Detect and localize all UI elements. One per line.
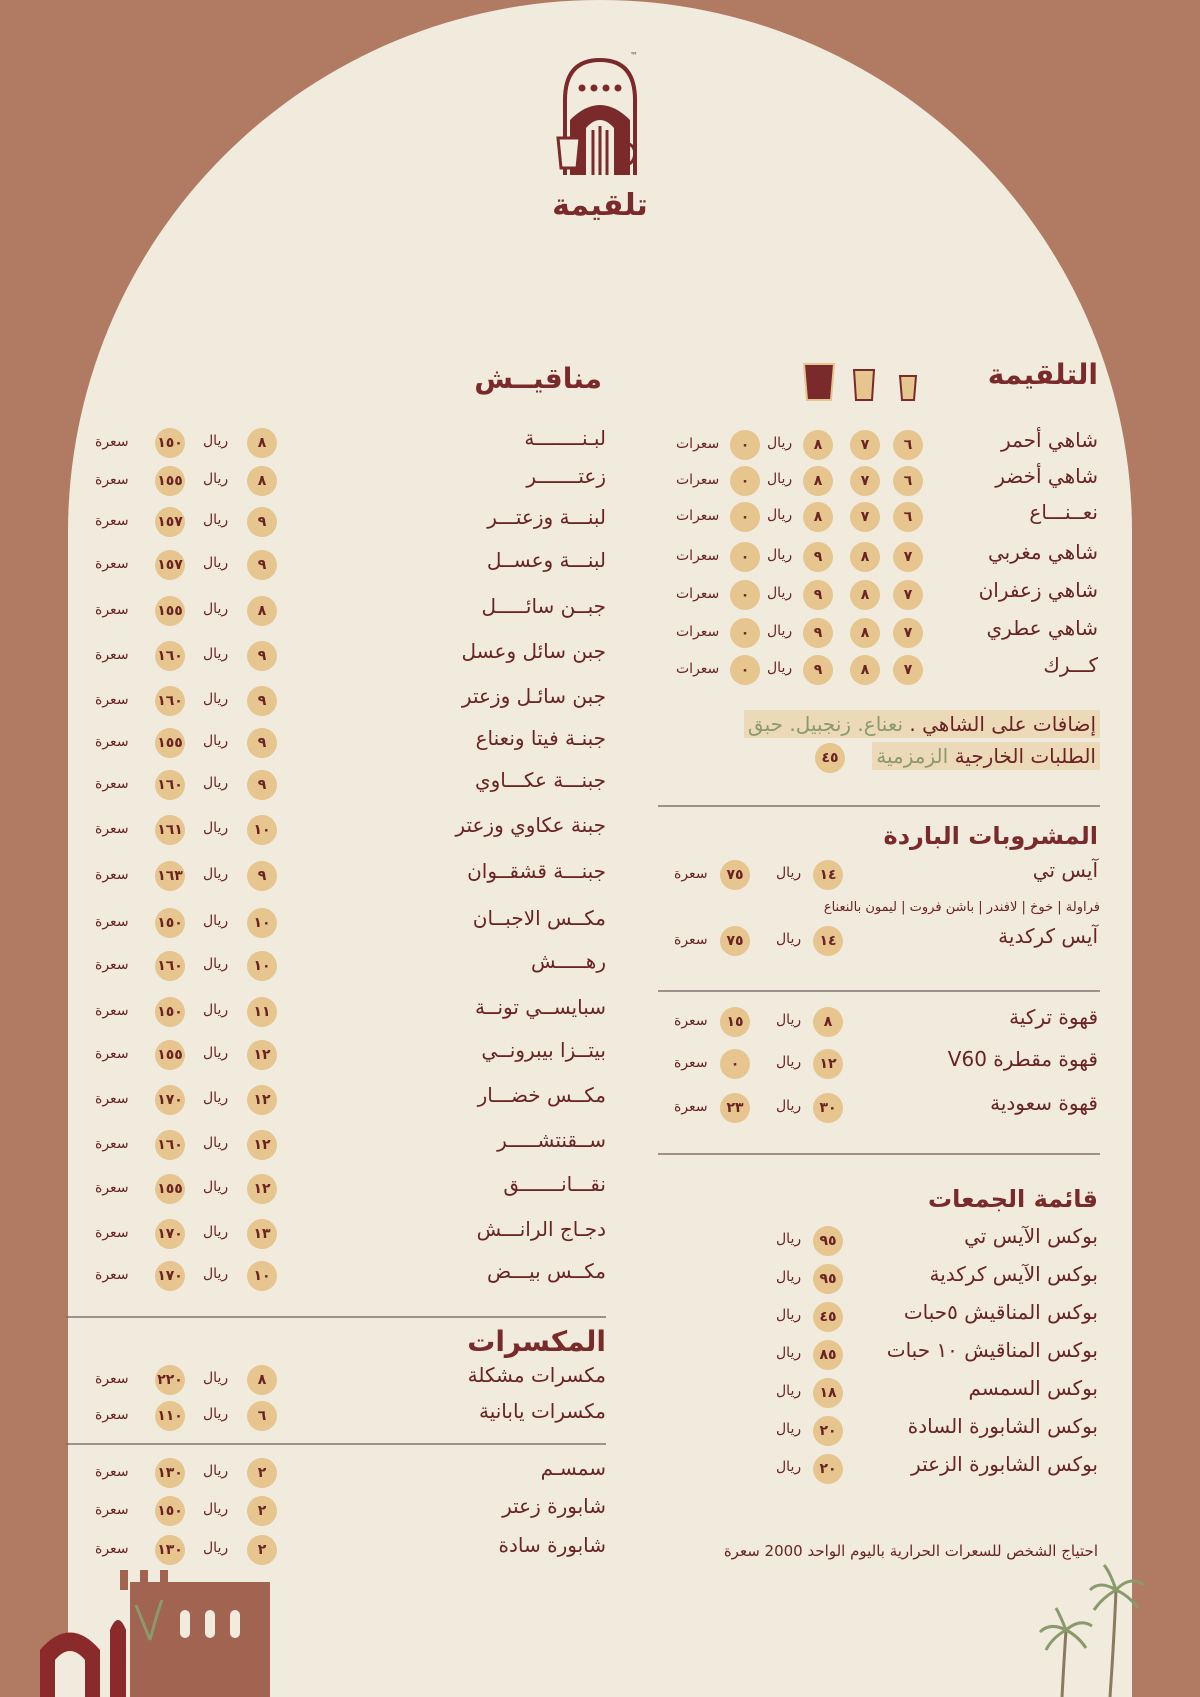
currency-label: ريال: [776, 865, 802, 881]
currency-label: ريال: [203, 1540, 229, 1556]
price-badge: ١٣: [247, 1219, 277, 1249]
menu-item-name: شاهي زعفران: [978, 578, 1098, 602]
price-badge: ٨: [247, 466, 277, 496]
calories-unit: سعرة: [95, 1136, 129, 1152]
menu-item-name: مكسرات مشكلة: [467, 1363, 606, 1387]
menu-item-name: جبــن سائـــــل: [481, 594, 606, 618]
calories-badge: ١٥٠: [155, 1496, 185, 1526]
menu-item-name: شاهي عطري: [986, 616, 1098, 640]
calories-badge: ٠: [730, 542, 760, 572]
trademark-text: ™: [630, 51, 638, 60]
calories-badge: ١٦٠: [155, 686, 185, 716]
calories-unit: سعرات: [676, 661, 720, 677]
price-medium: ٨: [850, 580, 880, 610]
price-badge: ١٤: [813, 926, 843, 956]
currency-label: ريال: [203, 1501, 229, 1517]
price-large: ٨: [803, 466, 833, 496]
calories-unit: سعرة: [674, 1055, 708, 1071]
menu-item-name: جبن سائل وعسل: [461, 639, 606, 663]
calories-badge: ١٥٧: [155, 507, 185, 537]
calories-unit: سعرة: [95, 1267, 129, 1283]
price-small: ٧: [893, 655, 923, 685]
calories-unit: سعرة: [95, 513, 129, 529]
price-badge: ١٢: [813, 1049, 843, 1079]
door-teacup-icon: [550, 50, 650, 180]
currency-label: ريال: [776, 1307, 802, 1323]
calories-badge: ١٥٠: [155, 908, 185, 938]
menu-item-name: جبنـــة عكـــاوي: [474, 768, 606, 792]
calories-badge: ١٥٥: [155, 1040, 185, 1070]
calories-unit: سعرة: [95, 1502, 129, 1518]
calories-unit: سعرة: [95, 1225, 129, 1241]
menu-item-name: بوكس السمسم: [968, 1376, 1098, 1400]
nuts-section-title: المكسرات: [467, 1325, 606, 1358]
calories-unit: سعرات: [676, 586, 720, 602]
price-large: ٩: [803, 580, 833, 610]
menu-item-name: دجـاج الرانـــش: [476, 1217, 606, 1241]
tea-addons-values: نعناع. زنجبيل. حبق: [747, 712, 904, 736]
price-small: ٧: [893, 542, 923, 572]
currency-label: ريال: [767, 471, 793, 487]
brand-name: تلقيمة: [552, 188, 648, 223]
manakish-section-title: مناقيــش: [474, 362, 602, 395]
menu-item-name: بوكس الشابورة الزعتر: [911, 1452, 1098, 1476]
currency-label: ريال: [203, 913, 229, 929]
currency-label: ريال: [203, 1406, 229, 1422]
calories-badge: ١٥٥: [155, 466, 185, 496]
calories-badge: ١٥٥: [155, 1174, 185, 1204]
price-medium: ٧: [850, 430, 880, 460]
calories-unit: سعرة: [95, 472, 129, 488]
menu-item-name: شابورة زعتر: [502, 1494, 606, 1518]
currency-label: ريال: [203, 471, 229, 487]
currency-label: ريال: [203, 1002, 229, 1018]
divider: [658, 805, 1100, 807]
menu-item-name: نقـــانـــــــق: [503, 1172, 606, 1196]
calories-badge: ٠: [730, 466, 760, 496]
currency-label: ريال: [203, 775, 229, 791]
calories-unit: سعرة: [95, 734, 129, 750]
cold-section-title: المشروبات الباردة: [883, 822, 1098, 850]
calories-badge: ٠: [730, 502, 760, 532]
calories-unit: سعرة: [95, 867, 129, 883]
calories-badge: ١٦٠: [155, 641, 185, 671]
heritage-building-icon: [40, 1570, 270, 1697]
menu-item-name: بوكس الآيس كركدية: [929, 1262, 1098, 1286]
calories-badge: ٠: [720, 1049, 750, 1079]
price-badge: ٨٥: [813, 1340, 843, 1370]
calories-badge: ٧٥: [720, 860, 750, 890]
tea-addons-line: [744, 710, 1100, 738]
menu-item-name: جبنـة فيتا ونعناع: [475, 726, 606, 750]
price-badge: ٢٠: [813, 1416, 843, 1446]
calorie-note: احتياج الشخص للسعرات الحرارية باليوم الواحد 2000 سعرة: [723, 1542, 1098, 1560]
currency-label: ريال: [203, 512, 229, 528]
menu-item-name: سمسـم: [540, 1456, 606, 1480]
currency-label: ريال: [767, 435, 793, 451]
price-badge: ٤٥: [813, 1302, 843, 1332]
currency-label: ريال: [203, 956, 229, 972]
currency-label: ريال: [767, 660, 793, 676]
currency-label: ريال: [203, 1266, 229, 1282]
calories-badge: ٢٢٠: [155, 1365, 185, 1395]
price-badge: ١٢: [247, 1130, 277, 1160]
outside-orders-price: ٤٥: [815, 743, 845, 773]
brand-logo: [540, 50, 660, 230]
price-medium: ٧: [850, 466, 880, 496]
price-medium: ٨: [850, 542, 880, 572]
calories-badge: ٠: [730, 618, 760, 648]
menu-item-name: شاهي أخضر: [995, 464, 1098, 488]
calories-unit: سعرة: [95, 957, 129, 973]
currency-label: ريال: [767, 507, 793, 523]
price-badge: ٩: [247, 728, 277, 758]
outside-orders-label: الطلبات الخارجية: [954, 744, 1096, 768]
menu-item-name: جبنة عكاوي وزعتر: [455, 813, 606, 837]
currency-label: ريال: [776, 1421, 802, 1437]
price-badge: ١٢: [247, 1174, 277, 1204]
menu-item-name: قهوة سعودية: [990, 1091, 1098, 1115]
price-badge: ١٠: [247, 951, 277, 981]
price-badge: ١٠: [247, 1261, 277, 1291]
menu-item-name: جبن سائـل وزعتر: [461, 684, 606, 708]
calories-badge: ١٥٠: [155, 428, 185, 458]
price-medium: ٧: [850, 502, 880, 532]
currency-label: ريال: [203, 733, 229, 749]
divider: [66, 1443, 606, 1445]
menu-item-name: بوكس الآيس تي: [964, 1224, 1098, 1248]
currency-label: ريال: [767, 623, 793, 639]
currency-label: ريال: [203, 1224, 229, 1240]
calories-unit: سعرات: [676, 508, 720, 524]
divider: [658, 990, 1100, 992]
calories-unit: سعرة: [674, 1099, 708, 1115]
menu-item-name: ســقنتشـــــر: [497, 1128, 606, 1152]
price-badge: ٢٠: [813, 1454, 843, 1484]
calories-badge: ١٦١: [155, 815, 185, 845]
currency-label: ريال: [767, 585, 793, 601]
price-large: ٨: [803, 502, 833, 532]
menu-item-name: مكسرات يابانية: [478, 1399, 606, 1423]
menu-item-name: لبـنــــــــة: [524, 426, 606, 450]
calories-unit: سعرة: [674, 1013, 708, 1029]
currency-label: ريال: [776, 1098, 802, 1114]
calories-unit: سعرات: [676, 436, 720, 452]
currency-label: ريال: [776, 1054, 802, 1070]
calories-badge: ١٥٥: [155, 596, 185, 626]
calories-badge: ١٧٠: [155, 1085, 185, 1115]
currency-label: ريال: [776, 1383, 802, 1399]
currency-label: ريال: [776, 931, 802, 947]
calories-unit: سعرة: [95, 1003, 129, 1019]
menu-item-name: شاهي أحمر: [1001, 428, 1098, 452]
tea-section-title: التلقيمة: [987, 358, 1098, 391]
outside-orders-value: الزمزمية: [876, 744, 949, 768]
currency-label: ريال: [203, 1179, 229, 1195]
menu-item-name: مكــس الاجبــان: [472, 906, 606, 930]
menu-item-name: مكــس خضـــار: [477, 1083, 606, 1107]
calories-unit: سعرات: [676, 624, 720, 640]
price-badge: ٦: [247, 1401, 277, 1431]
currency-label: ريال: [776, 1231, 802, 1247]
price-large: ٩: [803, 542, 833, 572]
price-medium: ٨: [850, 618, 880, 648]
divider: [658, 1153, 1100, 1155]
calories-badge: ٢٣: [720, 1093, 750, 1123]
currency-label: ريال: [203, 646, 229, 662]
calories-unit: سعرة: [95, 1371, 129, 1387]
calories-unit: سعرة: [95, 692, 129, 708]
currency-label: ريال: [203, 866, 229, 882]
menu-item-name: قهوة مقطرة V60: [947, 1047, 1098, 1071]
price-large: ٨: [803, 430, 833, 460]
menu-item-name: لبنـــة وعســل: [486, 548, 606, 572]
price-badge: ٩: [247, 550, 277, 580]
currency-label: ريال: [203, 1045, 229, 1061]
currency-label: ريال: [203, 601, 229, 617]
price-large: ٩: [803, 618, 833, 648]
price-badge: ١٢: [247, 1085, 277, 1115]
calories-badge: ١٥٠: [155, 997, 185, 1027]
price-badge: ٩٥: [813, 1264, 843, 1294]
menu-item-name: لبنـــة وزعتـــر: [487, 505, 606, 529]
calories-badge: ٠: [730, 580, 760, 610]
price-small: ٧: [893, 580, 923, 610]
menu-item-name: بوكس المناقيش ١٠ حبات: [886, 1338, 1098, 1362]
currency-label: ريال: [203, 1090, 229, 1106]
calories-badge: ١٥٥: [155, 728, 185, 758]
currency-label: ريال: [767, 547, 793, 563]
calories-badge: ١٦٠: [155, 951, 185, 981]
menu-item-name: بوكس المناقيش ٥حبات: [903, 1300, 1098, 1324]
calories-badge: ١٥: [720, 1007, 750, 1037]
ice-tea-flavors: فراولة | خوخ | لافندر | باشن فروت | ليمون بالنعناع: [823, 900, 1100, 915]
menu-item-name: كـــرك: [1043, 653, 1098, 677]
friday-section-title: قائمة الجمعات: [927, 1185, 1098, 1213]
currency-label: ريال: [203, 1135, 229, 1151]
calories-unit: سعرة: [95, 776, 129, 792]
calories-unit: سعرة: [95, 647, 129, 663]
price-badge: ٩: [247, 861, 277, 891]
calories-badge: ١٧٠: [155, 1219, 185, 1249]
price-badge: ٩: [247, 770, 277, 800]
currency-label: ريال: [776, 1269, 802, 1285]
calories-unit: سعرة: [95, 1464, 129, 1480]
menu-item-name: سبايســي تونــة: [475, 995, 606, 1019]
currency-label: ريال: [203, 1370, 229, 1386]
calories-badge: ١٥٧: [155, 550, 185, 580]
calories-badge: ٠: [730, 430, 760, 460]
menu-item-name: آيس كركدية: [998, 924, 1098, 948]
price-small: ٦: [893, 430, 923, 460]
calories-unit: سعرات: [676, 548, 720, 564]
tea-addons-label: إضافات على الشاهي .: [909, 712, 1096, 736]
currency-label: ريال: [203, 691, 229, 707]
price-badge: ٣٠: [813, 1093, 843, 1123]
price-badge: ٨: [247, 596, 277, 626]
menu-item-name: جبنـــة قشقــوان: [467, 859, 606, 883]
price-badge: ٨: [247, 1365, 277, 1395]
price-small: ٦: [893, 466, 923, 496]
calories-badge: ١٣٠: [155, 1458, 185, 1488]
menu-item-name: بوكس الشابورة السادة: [907, 1414, 1098, 1438]
price-badge: ١٨: [813, 1378, 843, 1408]
calories-badge: ١٦٣: [155, 861, 185, 891]
calories-badge: ١٣٠: [155, 1535, 185, 1565]
menu-item-name: شابورة سادة: [498, 1533, 606, 1557]
currency-label: ريال: [203, 433, 229, 449]
calories-unit: سعرات: [676, 472, 720, 488]
currency-label: ريال: [203, 820, 229, 836]
calories-unit: سعرة: [95, 821, 129, 837]
calories-badge: ١٦٠: [155, 1130, 185, 1160]
palm-trees-icon: [1030, 1560, 1150, 1697]
calories-unit: سعرة: [674, 932, 708, 948]
menu-item-name: رهـــــش: [531, 949, 606, 973]
calories-badge: ٠: [730, 655, 760, 685]
price-badge: ١١: [247, 997, 277, 1027]
calories-unit: سعرة: [95, 556, 129, 572]
divider: [66, 1316, 606, 1318]
menu-item-name: بيتــزا بيبرونــي: [481, 1038, 606, 1062]
price-badge: ٢: [247, 1458, 277, 1488]
price-badge: ٩: [247, 641, 277, 671]
price-badge: ٢: [247, 1535, 277, 1565]
price-badge: ٩٥: [813, 1226, 843, 1256]
calories-unit: سعرة: [95, 914, 129, 930]
price-small: ٦: [893, 502, 923, 532]
calories-unit: سعرة: [95, 1407, 129, 1423]
price-badge: ٢: [247, 1496, 277, 1526]
price-small: ٧: [893, 618, 923, 648]
price-badge: ١٠: [247, 815, 277, 845]
calories-unit: سعرة: [95, 434, 129, 450]
price-large: ٩: [803, 655, 833, 685]
calories-unit: سعرة: [95, 1541, 129, 1557]
calories-badge: ١١٠: [155, 1401, 185, 1431]
calories-badge: ١٦٠: [155, 770, 185, 800]
calories-unit: سعرة: [95, 1180, 129, 1196]
calories-unit: سعرة: [95, 1091, 129, 1107]
currency-label: ريال: [776, 1345, 802, 1361]
calories-badge: ٧٥: [720, 926, 750, 956]
menu-item-name: آيس تي: [1032, 858, 1098, 882]
menu-item-name: قهوة تركية: [1009, 1005, 1098, 1029]
price-badge: ٨: [247, 428, 277, 458]
cup-sizes-icon: [800, 360, 925, 402]
menu-item-name: مكــس بيـــض: [486, 1259, 606, 1283]
calories-unit: سعرة: [95, 602, 129, 618]
price-badge: ٩: [247, 507, 277, 537]
currency-label: ريال: [203, 1463, 229, 1479]
currency-label: ريال: [776, 1459, 802, 1475]
currency-label: ريال: [776, 1012, 802, 1028]
menu-item-name: نعــنـــاع: [1029, 500, 1098, 524]
price-badge: ١٠: [247, 908, 277, 938]
price-badge: ١٢: [247, 1040, 277, 1070]
price-badge: ١٤: [813, 860, 843, 890]
calories-unit: سعرة: [95, 1046, 129, 1062]
calories-badge: ١٧٠: [155, 1261, 185, 1291]
calories-unit: سعرة: [674, 866, 708, 882]
menu-item-name: شاهي مغربي: [987, 540, 1098, 564]
price-badge: ٨: [813, 1007, 843, 1037]
outside-orders-line: [872, 742, 1100, 770]
currency-label: ريال: [203, 555, 229, 571]
menu-item-name: زعتـــــــر: [526, 464, 606, 488]
price-medium: ٨: [850, 655, 880, 685]
price-badge: ٩: [247, 686, 277, 716]
